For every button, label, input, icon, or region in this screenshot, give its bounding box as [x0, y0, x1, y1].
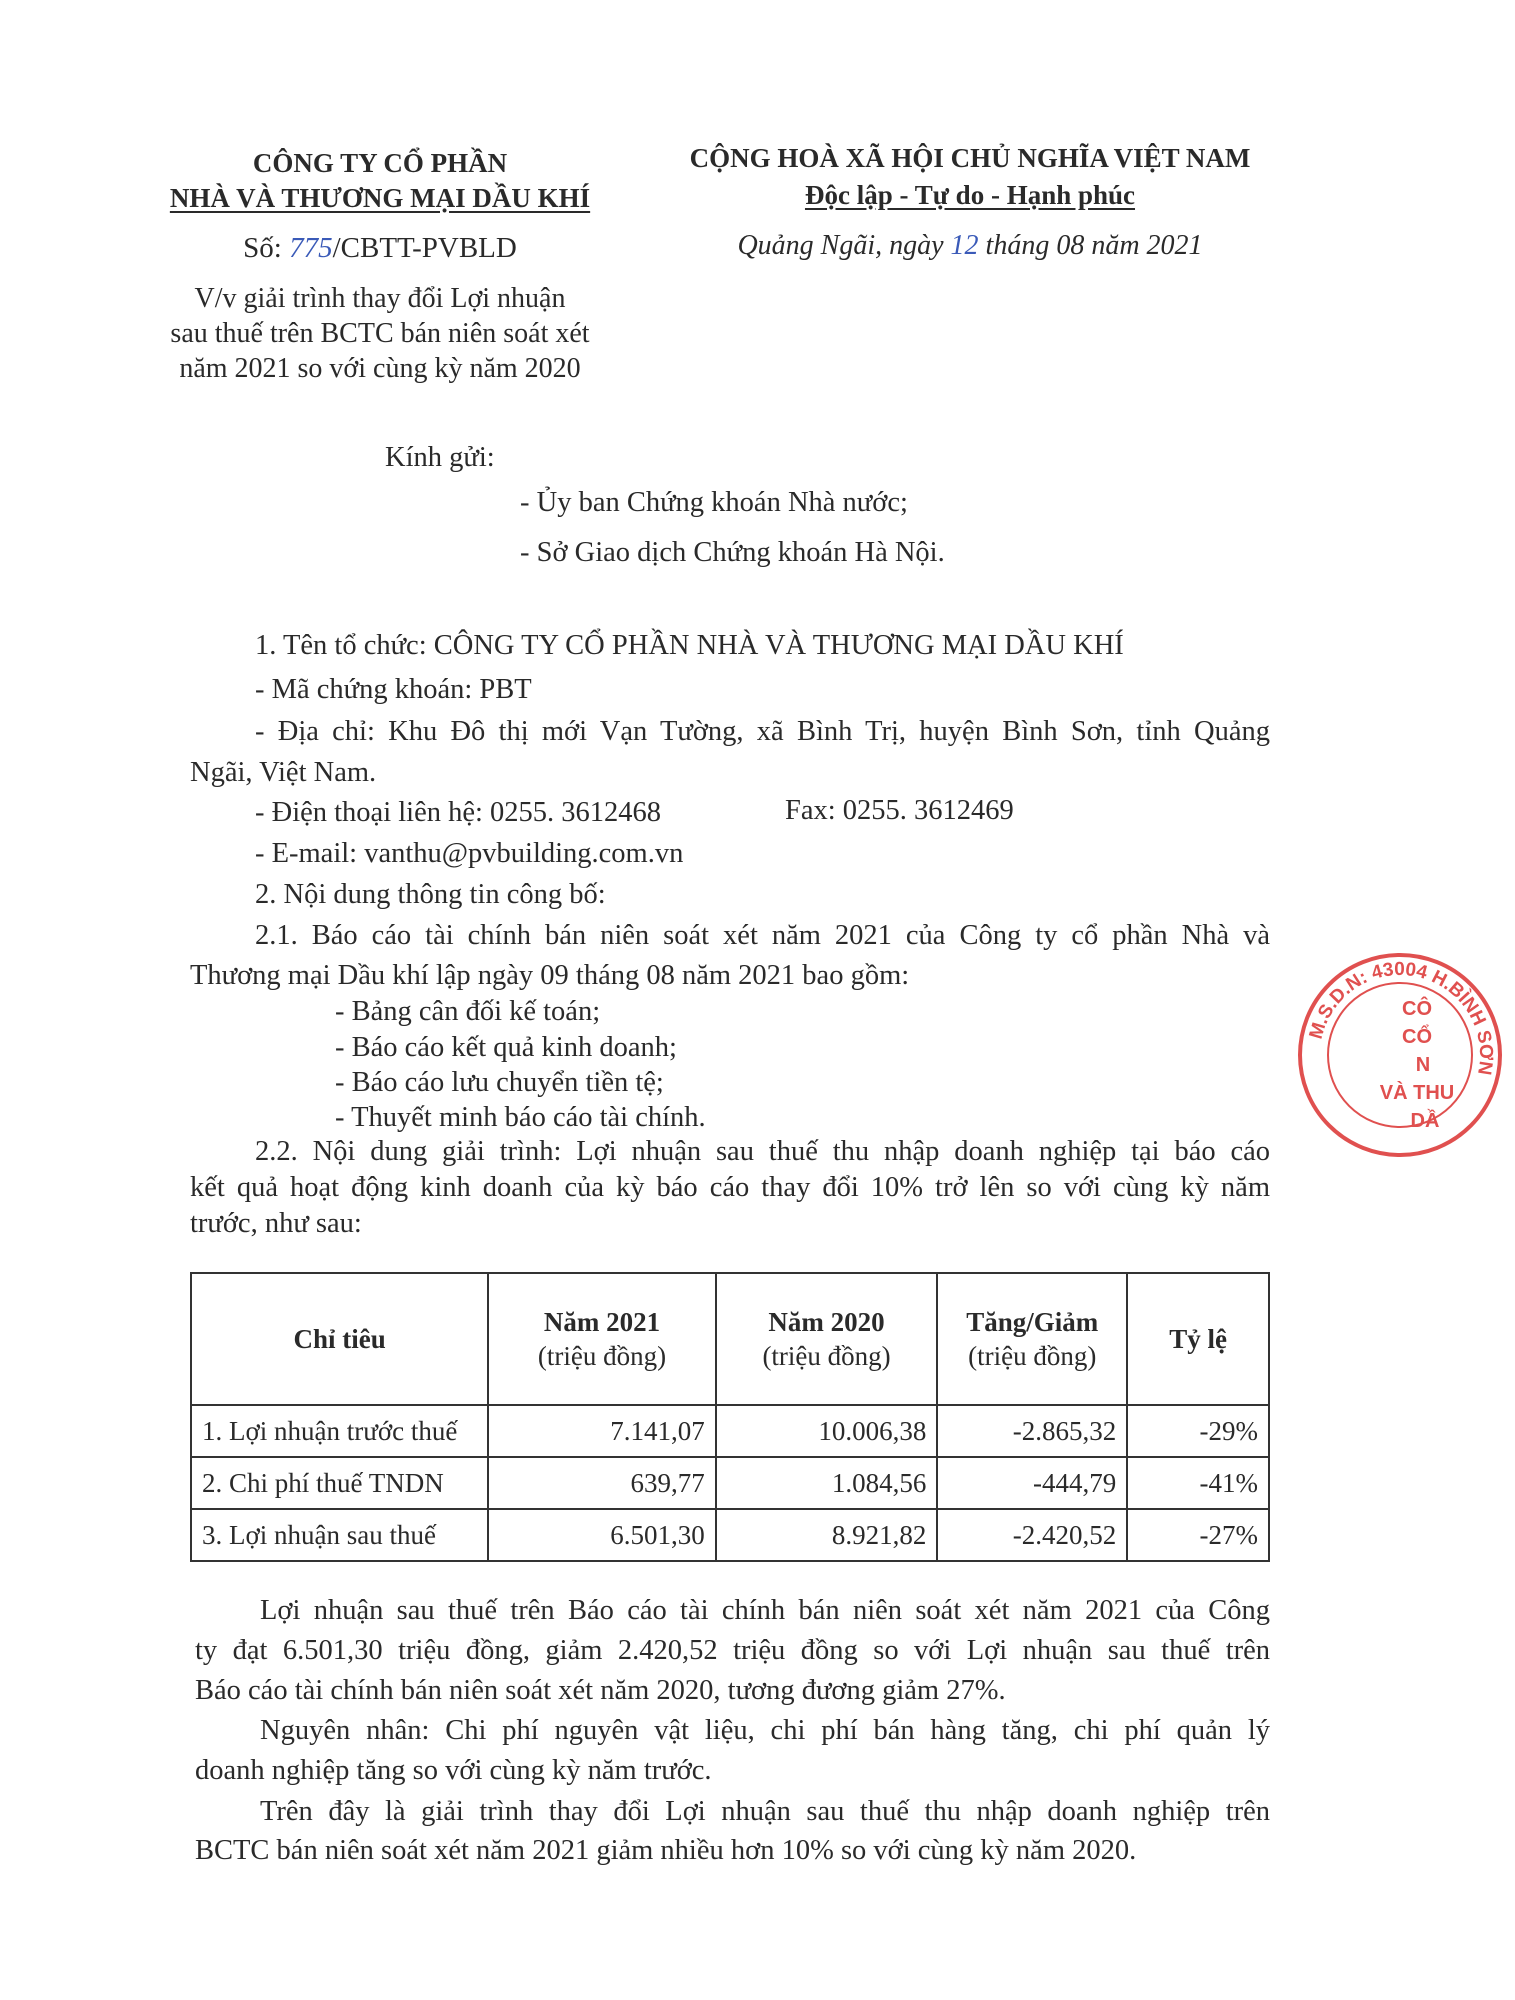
- header-ratio-title: Tỷ lệ: [1169, 1324, 1227, 1354]
- header-2021-title: Năm 2021: [543, 1307, 661, 1337]
- section-2-2-line-2: [190, 1172, 1270, 1204]
- seal-inner-ring: [1328, 983, 1472, 1127]
- address-line-1: [190, 716, 1270, 748]
- header-2020: [716, 1273, 938, 1405]
- row-label: 1. Lợi nhuận trước thuế: [191, 1405, 488, 1457]
- company-name-line2: [110, 183, 650, 214]
- seal-inner-line-1: CÔ: [1402, 998, 1432, 1020]
- table-row: [191, 1509, 1269, 1561]
- doc-no-suffix: /CBTT-PVBLD: [332, 232, 517, 264]
- recipient-2: - Sở Giao dịch Chứng khoán Hà Nội.: [520, 537, 945, 568]
- value-ratio: -29%: [1127, 1405, 1269, 1457]
- subject-line-1: V/v giải trình thay đổi Lợi nhuận: [194, 283, 566, 314]
- report-item-4: - Thuyết minh báo cáo tài chính.: [335, 1102, 706, 1133]
- nation-motto-text: Độc lập - Tự do - Hạnh phúc: [804, 180, 1136, 210]
- company-name-line2-text: NHÀ VÀ THƯƠNG MẠI DẦU KHÍ: [169, 183, 591, 213]
- profit-comparison-table: [190, 1272, 1270, 1562]
- address-line-2: Ngãi, Việt Nam.: [190, 757, 377, 788]
- subject-line-2: sau thuế trên BCTC bán niên soát xét: [170, 318, 590, 349]
- conclusion-p1-line-2: [195, 1635, 1270, 1667]
- stock-code: - Mã chứng khoán: PBT: [255, 674, 532, 705]
- conclusion-p2-line-1: [195, 1715, 1270, 1747]
- header-change: [937, 1273, 1127, 1405]
- row-label: 3. Lợi nhuận sau thuế: [191, 1509, 488, 1561]
- value-ratio: -27%: [1127, 1509, 1269, 1561]
- seal-inner-line-4: VÀ THU: [1379, 1082, 1455, 1104]
- conclusion-p3-line-1: [195, 1796, 1270, 1828]
- conclusion-p2-line-2: doanh nghiệp tăng so với cùng kỳ năm trước.: [195, 1755, 712, 1786]
- report-item-2: - Báo cáo kết quả kinh doanh;: [335, 1032, 677, 1063]
- seal-inner-line-3: N: [1415, 1054, 1431, 1076]
- value-change: -2.420,52: [937, 1509, 1127, 1561]
- salutation: Kính gửi:: [385, 442, 495, 473]
- conclusion-p1-line-3: Báo cáo tài chính bán niên soát xét năm 2020, tương đương giảm 27%.: [195, 1675, 1006, 1706]
- conclusion-p1-line-1-text: Lợi nhuận sau thuế trên Báo cáo tài chính bán niên soát xét năm 2021 của Công: [260, 1595, 1270, 1626]
- seal-outer-text-path: M.S.D.N: 43004 H.BÌNH SƠN: [1305, 958, 1497, 1077]
- subject-line-3: năm 2021 so với cùng kỳ năm 2020: [179, 353, 581, 384]
- value-ratio: -41%: [1127, 1457, 1269, 1509]
- header-2020-unit: (triệu đồng): [762, 1341, 891, 1371]
- date-prefix: Quảng Ngãi, ngày: [737, 230, 951, 261]
- header-change-title: Tăng/Giảm: [966, 1307, 1099, 1337]
- date-day-handwritten: 12: [950, 230, 979, 261]
- section-2-2-line-3: trước, như sau:: [190, 1208, 362, 1239]
- nation-title: CỘNG HOÀ XÃ HỘI CHỦ NGHĨA VIỆT NAM: [689, 143, 1251, 173]
- header-ratio: [1127, 1273, 1269, 1405]
- company-seal-stamp-icon: [1285, 940, 1515, 1170]
- document-number: [110, 232, 650, 265]
- date-suffix: tháng 08 năm 2021: [978, 230, 1203, 261]
- conclusion-p3-line-1-text: Trên đây là giải trình thay đổi Lợi nhuận sau thuế thu nhập doanh nghiệp trên: [260, 1796, 1270, 1827]
- header-change-unit: (triệu đồng): [968, 1341, 1097, 1371]
- doc-no-prefix: Số:: [243, 232, 290, 264]
- seal-outer-text: [1306, 959, 1497, 1076]
- email: - E-mail: vanthu@pvbuilding.com.vn: [255, 838, 684, 869]
- phone: - Điện thoại liên hệ: 0255. 3612468: [255, 797, 662, 828]
- value-2020: 10.006,38: [716, 1405, 938, 1457]
- header-2020-title: Năm 2020: [768, 1307, 885, 1337]
- section-2-2-line-1-text: 2.2. Nội dung giải trình: Lợi nhuận sau thuế thu nhập doanh nghiệp tại báo cáo: [255, 1136, 1270, 1167]
- value-2020: 8.921,82: [716, 1509, 938, 1561]
- seal-outer-ring: [1300, 955, 1500, 1155]
- conclusion-p1-line-2-text: ty đạt 6.501,30 triệu đồng, giảm 2.420,52 triệu đồng so với Lợi nhuận sau thuế trên: [195, 1635, 1270, 1666]
- header-indicator-title: Chỉ tiêu: [293, 1324, 386, 1354]
- value-change: -444,79: [937, 1457, 1127, 1509]
- doc-no-handwritten: 775: [289, 232, 333, 264]
- header-indicator: [191, 1273, 488, 1405]
- table-row: [191, 1457, 1269, 1509]
- value-2020: 1.084,56: [716, 1457, 938, 1509]
- content-heading: 2. Nội dung thông tin công bố:: [255, 879, 606, 910]
- org-name: 1. Tên tổ chức: CÔNG TY CỔ PHẦN NHÀ VÀ THƯƠNG MẠI DẦU KHÍ: [255, 630, 1124, 661]
- document-date: [650, 230, 1290, 262]
- recipient-1: - Ủy ban Chứng khoán Nhà nước;: [520, 487, 908, 518]
- conclusion-p2-line-1-text: Nguyên nhân: Chi phí nguyên vật liệu, chi phí bán hàng tăng, chi phí quản lý: [260, 1715, 1270, 1746]
- section-2-1-line-1: [190, 920, 1270, 952]
- company-name-line1: CÔNG TY CỔ PHẦN: [252, 148, 508, 178]
- header-2021-unit: (triệu đồng): [537, 1341, 667, 1371]
- address-line-1-text: - Địa chỉ: Khu Đô thị mới Vạn Tường, xã Bình Trị, huyện Bình Sơn, tỉnh Quảng: [255, 716, 1270, 747]
- conclusion-p3-line-2: BCTC bán niên soát xét năm 2021 giảm nhiều hơn 10% so với cùng kỳ năm 2020.: [195, 1835, 1137, 1866]
- section-2-2-line-1: [190, 1136, 1270, 1168]
- conclusion-p1-line-1: [195, 1595, 1270, 1627]
- section-2-1-line-2: Thương mại Dầu khí lập ngày 09 tháng 08 năm 2021 bao gồm:: [190, 960, 910, 991]
- fax: Fax: 0255. 3612469: [785, 795, 1014, 826]
- header-2021: [488, 1273, 716, 1405]
- value-2021: 639,77: [488, 1457, 716, 1509]
- report-item-3: - Báo cáo lưu chuyển tiền tệ;: [335, 1067, 664, 1098]
- seal-inner-line-5: DẦ: [1410, 1110, 1440, 1132]
- report-item-1: - Bảng cân đối kế toán;: [335, 996, 601, 1027]
- section-2-2-line-2-text: kết quả hoạt động kinh doanh của kỳ báo cáo thay đổi 10% trở lên so với cùng kỳ năm: [190, 1172, 1270, 1203]
- value-2021: 7.141,07: [488, 1405, 716, 1457]
- value-change: -2.865,32: [937, 1405, 1127, 1457]
- table-row: [191, 1405, 1269, 1457]
- value-2021: 6.501,30: [488, 1509, 716, 1561]
- table-header-row: [191, 1273, 1269, 1405]
- seal-inner-line-2: CỔ: [1402, 1026, 1432, 1048]
- nation-motto: [650, 180, 1290, 211]
- section-2-1-line-1-text: 2.1. Báo cáo tài chính bán niên soát xét năm 2021 của Công ty cổ phần Nhà và: [255, 920, 1270, 951]
- row-label: 2. Chi phí thuế TNDN: [191, 1457, 488, 1509]
